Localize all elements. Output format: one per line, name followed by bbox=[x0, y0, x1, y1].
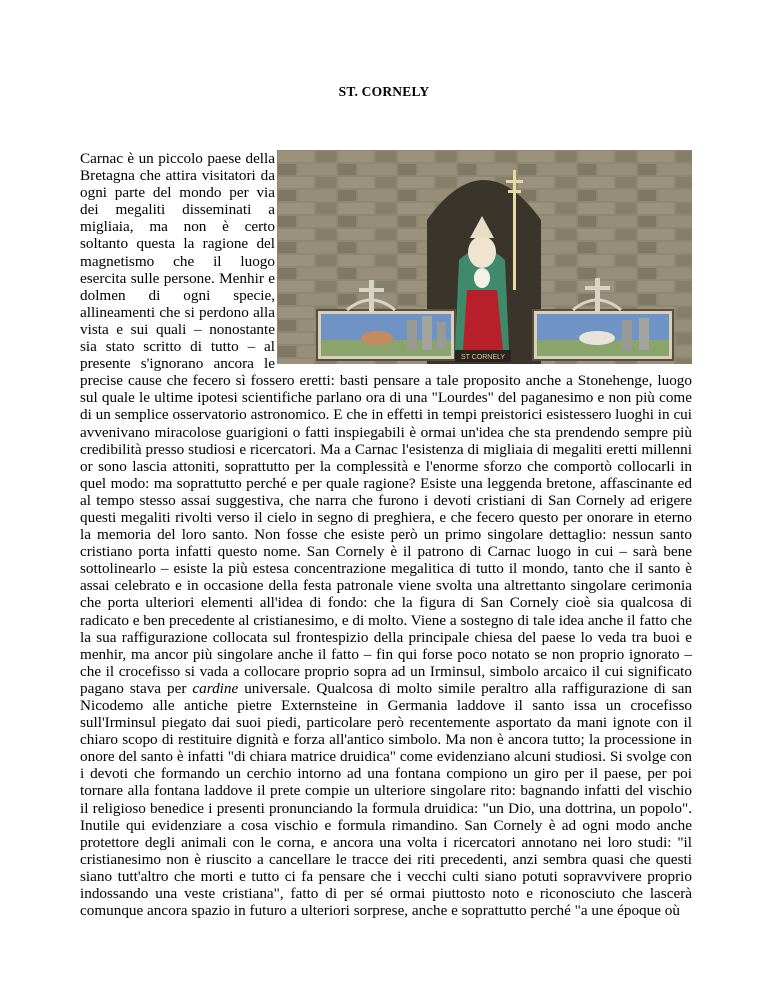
body-text-part-2: universale. Qualcosa di molto simile peraltro alla raffigurazione di san Nicodemo alle antiche pietre Externsteine in Germania laddove il santo issa un crocefisso sull'Irminsul piegato dai suoi piedi, particolare però recentemente asportato da mani ignote con il chiaro scopo di restituire dignità e forza all'antico simbolo. Ma non è ancora tutto; la processione in onore del santo è infatti "di chiara matrice druidica" come evidenziano alcuni studiosi. Si svolge con i devoti che formando un cerchio intorno ad una fontana compiono un giro per il paese, per poi tornare alla fontana laddove il prete compie un ulteriore singolare rito: bagnando infatti del vischio il religioso benedice i presenti pronunciando la formula druidica: "un Dio, una dottrina, un popolo". Inutile qui evidenziare a cosa vischio e formula rimandino. San Cornely è ad ogni modo anche protettore degli animali con le corna, e ancora una volta i ricercatori annotano nei loro studi: "il cristianesimo non è riuscito a cancellare le tracce dei riti precedenti, anzi sembra quasi che questi siano tutt'altro che morti e tutto ci fa pensare che i vecchi culti siano potuti sopravvivere proprio indossando una veste cristiana", fatto di per sé ormai piuttosto noto e riconosciuto che lascerà comunque ancora spazio in futuro a ulteriori sorprese, anche e soprattutto perché "a une époque où bbox=[80, 679, 692, 920]
saint-cornely-photo bbox=[277, 150, 692, 364]
body-text-part-1: Carnac è un piccolo paese della Bretagna che attira visitatori da ogni parte del mondo per via dei megaliti disseminati a migliaia, ma non è certo soltanto questa la ragione del magnetismo che il luogo esercita sulle persone. Menhir e dolmen di ogni specie, allineamenti che si perdono alla vista e sui quali – nonostante sia stato scritto di tutto – al presente s'ignorano ancora le precise cause che fecero sì fossero eretti: basti pensare a tale proposito anche a Stonehenge, luogo sul quale le ultime ipotesi scientifiche parlano ora di una "Lourdes" del paganesimo e non più come di un semplice osservatorio astronomico. E che in effetti in tempi preistorici esistessero luoghi in cui avvenivano miracolose guarigioni o fatti inspiegabili è ormai un'idea che sta prendendo sempre più credibilità presso studiosi e ricercatori. Ma a Carnac l'esistenza di migliaia di megaliti eretti millenni or sono lascia attoniti, soprattutto per la complessità e l'enorme sforzo che comportò collocarli in quel modo: ma soprattutto perché e per quale ragione? Esiste una leggenda bretone, affascinante ed al tempo stesso assai suggestiva, che narra che furono i devoti cristiani di San Cornely ad erigere questi megaliti rivolti verso il cielo in segno di preghiera, e che fecero questo per onorare in eterno la memoria del loro santo. Non fosse che esiste però un primo singolare dettaglio: nessun santo cristiano porta infatti questo nome. San Cornely è il patrono di Carnac luogo in cui – sarà bene sottolinearlo – esiste la più estesa concentrazione megalitica di tutto il mondo, tanto che il santo è assai celebrato e in occasione della festa patronale viene svolta una altrettanto singolare cerimonia che porta ulteriori elementi all'idea di fondo: che la figura di San Cornely cioè sia qualcosa di radicato e ben precedente al cristianesimo, e di molto. Viene a sostegno di tale idea anche il fatto che la sua raffigurazione collocata sul frontespizio della principale chiesa del paese lo veda tra buoi e menhir, ma ancor più singolare anche il fatto – fin qui forse poco notato se non proprio ignorato – che il crocefisso si vada a collocare proprio sopra ad un Irminsul, simbolo arcaico il cui significato pagano stava per bbox=[80, 150, 692, 697]
document-title: ST. CORNELY bbox=[338, 84, 430, 99]
plaque-label: ST CORNELY bbox=[460, 354, 506, 361]
body-text-italic-cardine: cardine bbox=[192, 679, 239, 697]
document-body bbox=[80, 150, 692, 919]
